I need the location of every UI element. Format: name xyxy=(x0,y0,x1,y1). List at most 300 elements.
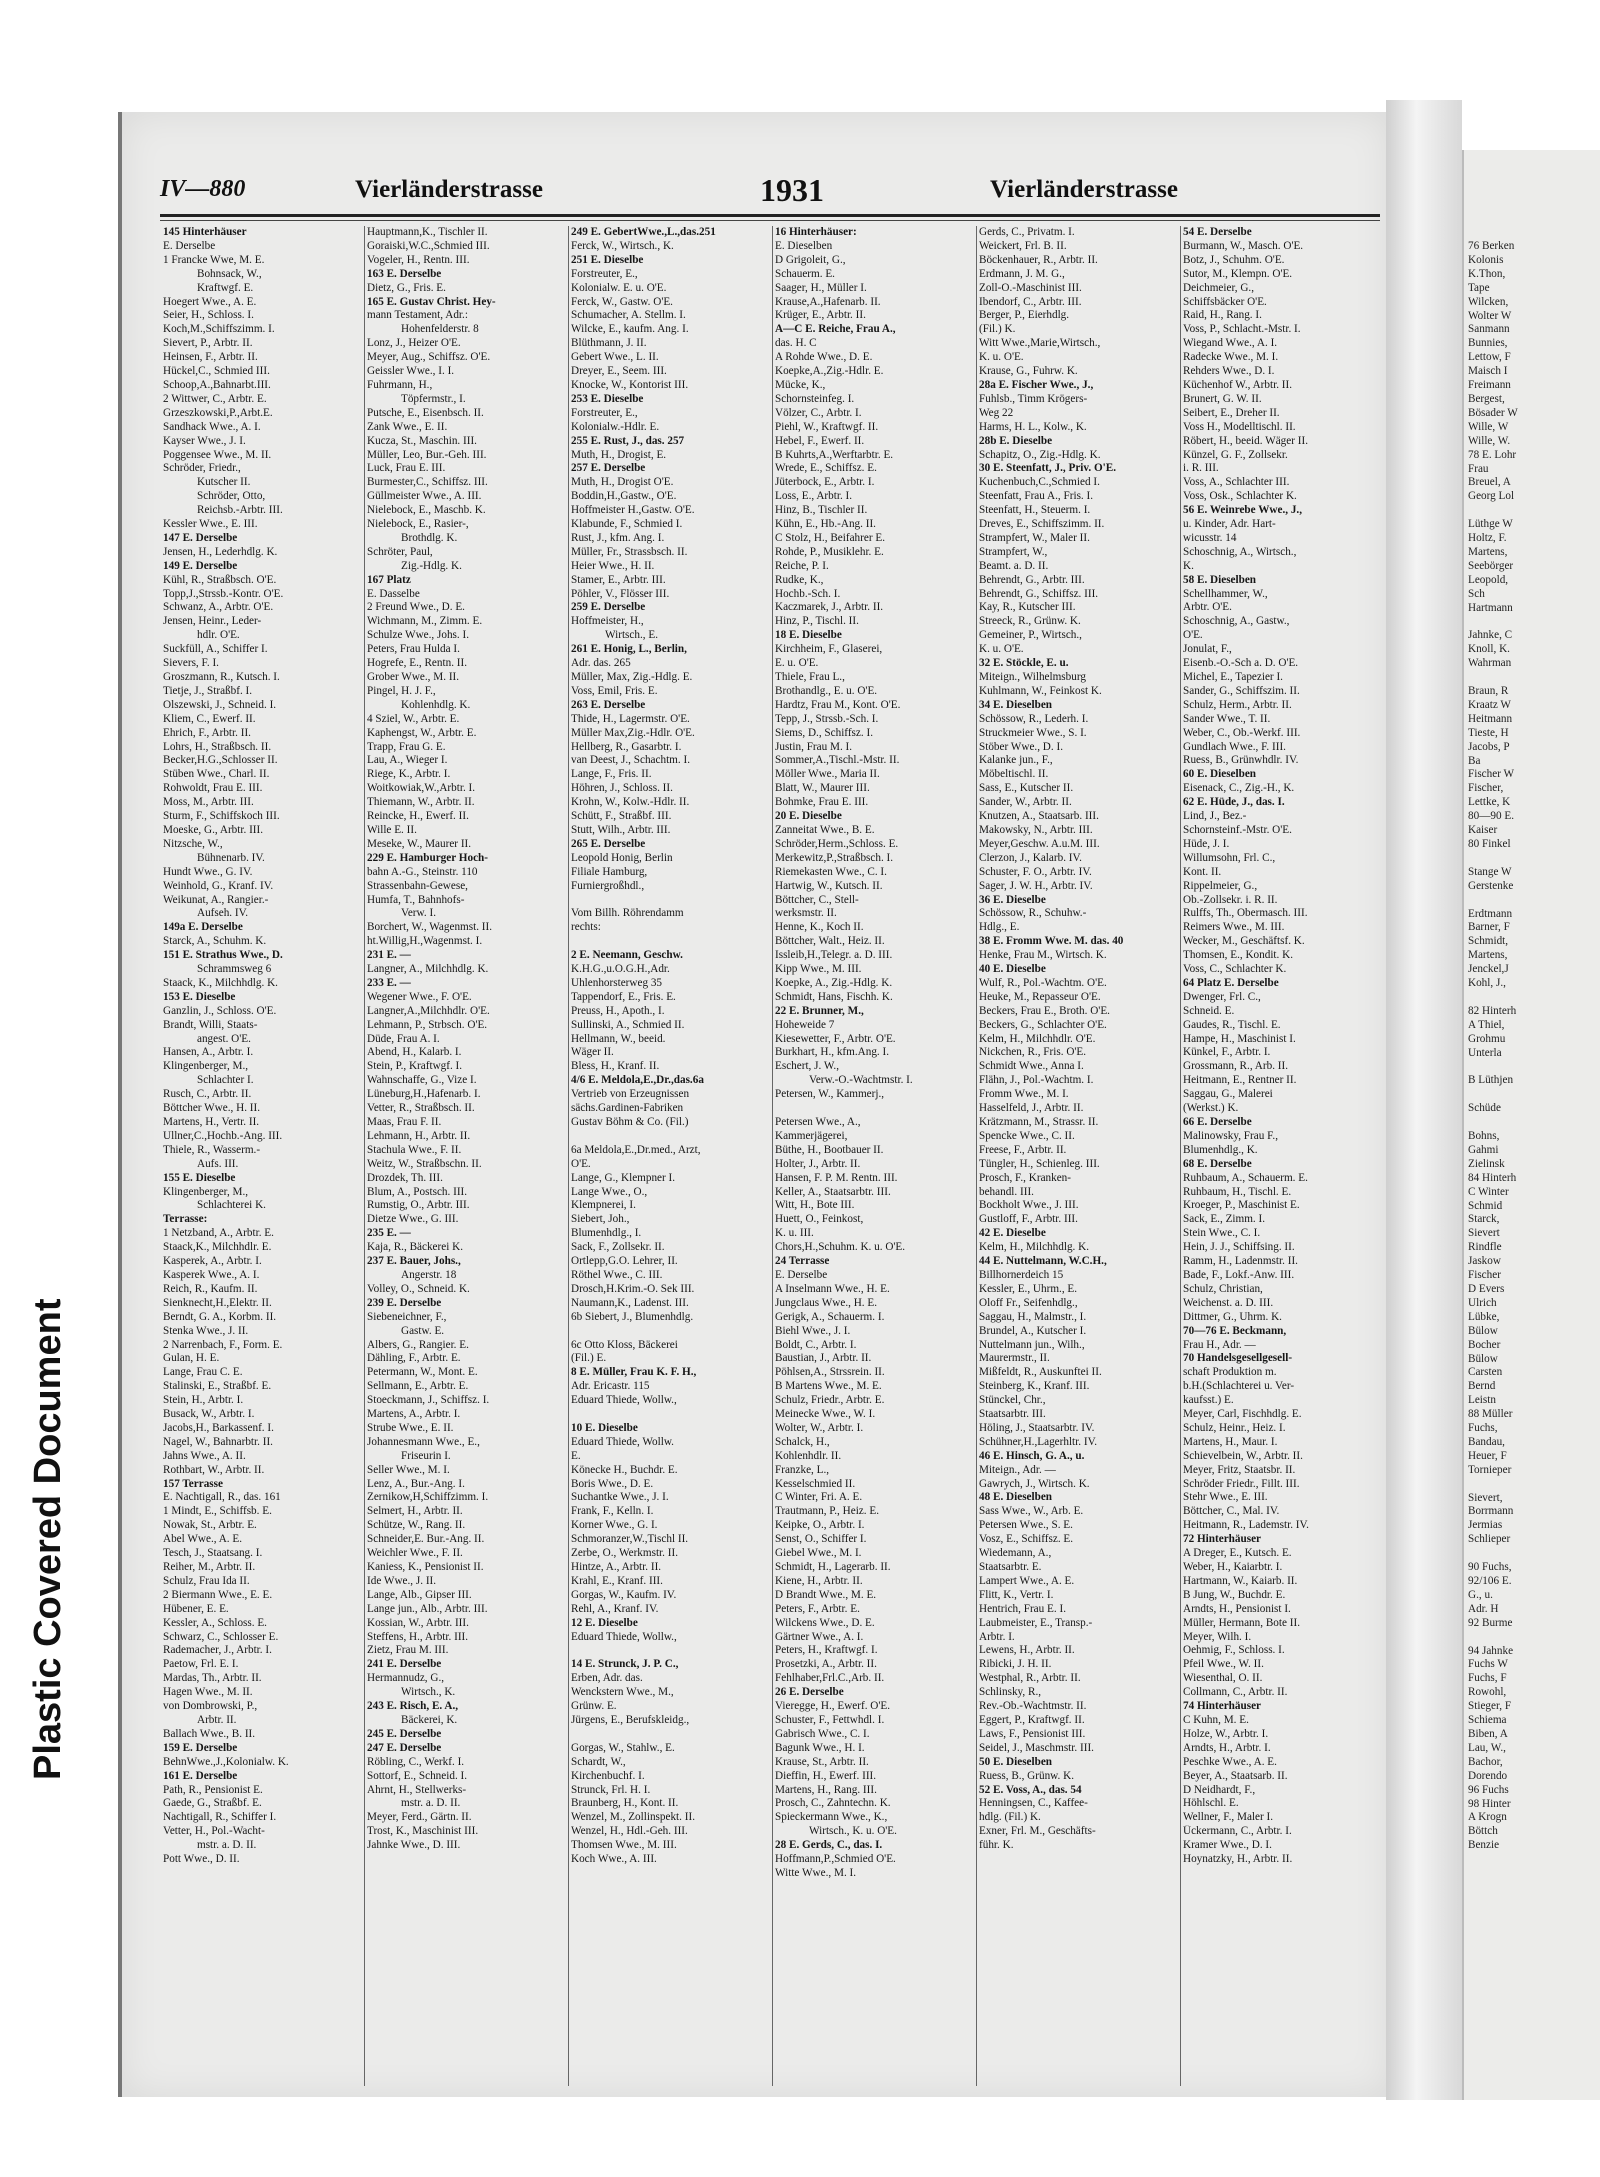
directory-entry: Uhlenhorsterweg 35 xyxy=(571,976,663,989)
directory-entry: Hellberg, R., Gasarbtr. I. xyxy=(571,740,682,753)
adjacent-entry: Lettow, F xyxy=(1468,351,1511,364)
directory-entry: i. R. III. xyxy=(1183,462,1219,475)
directory-entry: A Inselmann Wwe., H. E. xyxy=(775,1282,890,1295)
directory-entry: 40 E. Dieselbe xyxy=(979,963,1046,976)
directory-entry: Beckers, G., Schlachter O'E. xyxy=(979,1018,1107,1031)
directory-entry: Kirchenbuchf. I. xyxy=(571,1769,645,1782)
directory-entry: Staatsarbtr. E. xyxy=(979,1561,1042,1573)
directory-entry: Gawrych, J., Wirtsch. K. xyxy=(979,1477,1090,1490)
directory-entry: Meyer, Wilh. I. xyxy=(1183,1630,1252,1643)
directory-entry: Luck, Frau E. III. xyxy=(367,462,446,475)
directory-entry: Steinberg, K., Kranf. III. xyxy=(979,1380,1090,1393)
directory-entry: angest. O'E. xyxy=(197,1032,251,1045)
directory-entry: Schoschnig, A., Gastw., xyxy=(1183,615,1290,628)
adjacent-page-column xyxy=(1468,240,1600,1853)
directory-entry: 26 E. Derselbe xyxy=(775,1686,844,1699)
directory-entry: Hübener, E. E. xyxy=(163,1602,229,1615)
directory-entry: Abend, H., Kalarb. I. xyxy=(367,1046,462,1059)
column-divider xyxy=(364,226,365,2086)
column-divider xyxy=(772,226,773,2086)
adjacent-entry: Zielinsk xyxy=(1468,1157,1505,1170)
directory-entry: Höhlschl. E. xyxy=(1183,1797,1239,1810)
directory-entry: von Dombrowski, P., xyxy=(163,1700,258,1713)
directory-entry: Radecke Wwe., M. I. xyxy=(1183,351,1279,364)
adjacent-entry: Tieste, H xyxy=(1468,726,1509,739)
directory-entry: Wirtsch., K. xyxy=(401,1686,456,1699)
directory-entry: Schlachterei K. xyxy=(197,1199,266,1212)
directory-entry: Reich, R., Kaufm. II. xyxy=(163,1282,258,1295)
directory-entry: Borchert, W., Wagenmst. II. xyxy=(367,921,493,934)
directory-entry: 10 E. Dieselbe xyxy=(571,1421,638,1434)
adjacent-entry xyxy=(1468,615,1600,629)
directory-entry: Schellhammer, W., xyxy=(1183,587,1268,600)
directory-entry: Kipp Wwe., M. III. xyxy=(775,963,862,976)
directory-entry: Pott Wwe., D. II. xyxy=(163,1853,240,1866)
directory-entry: Jonulat, F., xyxy=(1183,643,1232,656)
adjacent-entry: Borrmann xyxy=(1468,1505,1514,1518)
directory-entry: 34 E. Dieselben xyxy=(979,698,1053,711)
directory-entry: Deichmeier, G., xyxy=(1183,281,1254,294)
directory-entry: Martens, A., Arbtr. I. xyxy=(367,1408,461,1421)
directory-entry: Hogrefe, E., Rentn. II. xyxy=(367,657,468,670)
directory-entry: Loss, E., Arbtr. I. xyxy=(775,490,853,503)
directory-entry: Prosch, C., Zahntechn. K. xyxy=(775,1797,891,1810)
directory-entry: Frank, F., Kelln. I. xyxy=(571,1505,654,1518)
adjacent-entry: Frau xyxy=(1468,462,1489,475)
adjacent-entry: Breuel, A xyxy=(1468,476,1511,489)
adjacent-entry: Lettke, K xyxy=(1468,796,1511,809)
directory-entry: 72 Hinterhäuser xyxy=(1183,1533,1261,1546)
directory-entry: 247 E. Derselbe xyxy=(367,1741,442,1754)
directory-entry: Wilckens Wwe., D. E. xyxy=(775,1616,875,1629)
directory-entry: Riege, K., Arbtr. I. xyxy=(367,768,451,781)
directory-entry: Sullinski, A., Schmied II. xyxy=(571,1018,685,1031)
directory-entry: Hinz, B., Tischler II. xyxy=(775,504,868,517)
directory-entry: 44 E. Nuttelmann, W.C.H., xyxy=(979,1255,1107,1268)
directory-entry: Kossian, W., Arbtr. III. xyxy=(367,1616,469,1629)
directory-entry: Laws, F., Pensionist III. xyxy=(979,1727,1086,1740)
header-rule xyxy=(160,214,1380,217)
directory-entry: Muth, H., Drogist O'E. xyxy=(571,476,674,489)
directory-entry: 259 E. Derselbe xyxy=(571,601,646,614)
directory-entry: 145 Hinterhäuser xyxy=(163,226,247,238)
adjacent-entry: Kraatz W xyxy=(1468,698,1511,711)
directory-entry: 36 E. Dieselbe xyxy=(979,893,1046,906)
directory-entry: Töpfermstr., I. xyxy=(401,392,466,405)
directory-entry: Albers, G., Rangier. E. xyxy=(367,1338,469,1351)
directory-entry: Gärtner Wwe., A. I. xyxy=(775,1630,864,1643)
adjacent-entry xyxy=(1468,1631,1600,1645)
directory-entry: 48 E. Dieselben xyxy=(979,1491,1053,1504)
directory-entry: Hardtz, Frau M., Kont. O'E. xyxy=(775,698,901,711)
directory-entry: E. xyxy=(571,1449,581,1462)
adjacent-entry: Biben, A xyxy=(1468,1727,1508,1740)
directory-entry: Nielebock, E., Rasier-, xyxy=(367,518,469,531)
directory-entry: 64 Platz E. Derselbe xyxy=(1183,976,1279,989)
directory-entry: sächs.Gardinen-Fabriken xyxy=(571,1102,684,1115)
directory-entry: Arbtr. II. xyxy=(197,1713,237,1726)
adjacent-entry: Bandau, xyxy=(1468,1435,1505,1448)
directory-entry: 52 E. Voss, A., das. 54 xyxy=(979,1783,1082,1796)
directory-entry: Düde, Frau A. I. xyxy=(367,1032,440,1045)
directory-entry: 18 E. Dieselbe xyxy=(775,629,842,642)
directory-entry: Voss H., Modelltischl. II. xyxy=(1183,420,1296,433)
directory-entry: Spencke Wwe., C. II. xyxy=(979,1129,1075,1142)
directory-entry xyxy=(571,894,769,908)
directory-entry: Behrendt, G., Arbtr. III. xyxy=(979,573,1085,586)
directory-entry: Eggert, P., Kraftwgf. II. xyxy=(979,1713,1085,1726)
directory-entry: Strampfert, W., xyxy=(979,545,1048,558)
directory-entry: Topp,J.,Strssb.-Kontr. O'E. xyxy=(163,587,284,600)
adjacent-entry: Schiema xyxy=(1468,1714,1507,1727)
directory-entry: Naumann,K., Ladenst. III. xyxy=(571,1296,689,1309)
directory-entry: 161 E. Derselbe xyxy=(163,1769,238,1782)
adjacent-entry: 92 Burme xyxy=(1468,1616,1513,1629)
directory-entry xyxy=(571,1130,769,1144)
directory-entry: Mücke, K., xyxy=(775,378,826,391)
directory-entry: Hampe, H., Maschinist I. xyxy=(1183,1032,1296,1045)
directory-entry: Müller, Max, Zig.-Hdlg. E. xyxy=(571,671,693,683)
directory-entry: 6b Siebert, J., Blumenhdlg. xyxy=(571,1310,694,1323)
directory-entry: Ribicki, J. H. II. xyxy=(979,1658,1052,1671)
directory-entry: Braunberg, H., Kont. II. xyxy=(571,1797,679,1810)
directory-entry: Gaudes, R., Tischl. E. xyxy=(1183,1018,1281,1031)
directory-entry: Putsche, E., Eisenbsch. II. xyxy=(367,406,484,419)
directory-entry: 2 Biermann Wwe., E. E. xyxy=(163,1588,273,1601)
directory-entry: C Kuhn, M. E. xyxy=(1183,1713,1249,1726)
directory-entry: Schröder, Otto, xyxy=(197,490,266,503)
directory-entry: Kühn, E., Hb.-Ang. II. xyxy=(775,518,876,531)
directory-entry: Sienknecht,H.,Elektr. II. xyxy=(163,1296,272,1309)
directory-entry: K.H.G.,u.O.G.H.,Adr. xyxy=(571,963,670,976)
directory-entry: Thomsen, E., Kondit. K. xyxy=(1183,949,1294,962)
adjacent-entry: G., u. xyxy=(1468,1588,1493,1601)
directory-entry: kaufsst.) E. xyxy=(1183,1394,1234,1407)
directory-entry: Rumstig, O., Arbtr. III. xyxy=(367,1199,470,1212)
directory-entry: 2 Narrenbach, F., Form. E. xyxy=(163,1338,283,1351)
directory-entry: Schmidt Wwe., Anna I. xyxy=(979,1060,1084,1073)
directory-entry: Tesch, J., Staatsang. I. xyxy=(163,1547,263,1560)
directory-entry: Schwarz, C., Schlosser E. xyxy=(163,1630,279,1643)
directory-entry: 32 E. Stöckle, E. u. xyxy=(979,657,1069,670)
directory-entry: Kaniess, K., Pensionist II. xyxy=(367,1561,484,1573)
adjacent-entry: Kaiser xyxy=(1468,824,1498,837)
directory-entry: Krause, St., Arbtr. II. xyxy=(775,1755,869,1768)
directory-entry: Gerds, C., Privatm. I. xyxy=(979,226,1075,238)
directory-entry: Nielebock, E., Maschb. K. xyxy=(367,504,486,517)
directory-entry: Gustloff, F., Arbtr. III. xyxy=(979,1213,1078,1226)
directory-entry: Issleib,H.,Telegr. a. D. III. xyxy=(775,949,893,962)
directory-entry: Kuhlmann, W., Feinkost K. xyxy=(979,684,1102,697)
directory-entry: Seier, H., Schloss. I. xyxy=(163,309,254,322)
directory-entry: Wegener Wwe., F. O'E. xyxy=(367,990,472,1003)
directory-entry: Merkewitz,P.,Straßbsch. I. xyxy=(775,851,894,864)
adjacent-entry: Wilcken, xyxy=(1468,295,1509,308)
directory-entry: Keipke, O., Arbtr. I. xyxy=(775,1519,865,1532)
directory-entry: Hinz, P., Tischl. II. xyxy=(775,615,859,628)
directory-entry: Tepp, J., Strssb.-Sch. I. xyxy=(775,712,879,725)
directory-entry: Stachula Wwe., F. II. xyxy=(367,1143,462,1156)
directory-entry: Hoffmeister H.,Gastw. O'E. xyxy=(571,504,695,517)
adjacent-entry: Heuer, F xyxy=(1468,1449,1507,1462)
directory-entry: Siebeneichner, F., xyxy=(367,1310,447,1323)
directory-entry: Knocke, W., Kontorist III. xyxy=(571,378,689,391)
directory-entry: Arbtr. O'E. xyxy=(1183,601,1232,614)
directory-entry: Struckmeier Wwe., S. I. xyxy=(979,726,1087,739)
adjacent-entry: Unterla xyxy=(1468,1046,1502,1059)
directory-entry: Bäckerei, K. xyxy=(401,1713,458,1726)
directory-entry: Nagel, W., Bahnarbtr. II. xyxy=(163,1435,273,1448)
directory-entry xyxy=(571,935,769,949)
directory-entry: Brothdlg. K. xyxy=(401,531,458,544)
directory-entry: Reichsb.-Arbtr. III. xyxy=(197,504,283,517)
adjacent-entry: Georg Lol xyxy=(1468,490,1515,503)
directory-entry: Klempnerei, I. xyxy=(571,1199,636,1212)
directory-entry: Justin, Frau M. I. xyxy=(775,740,853,753)
directory-entry: Rulffs, Th., Obermasch. III. xyxy=(1183,907,1308,920)
directory-entry: 28a E. Fischer Wwe., J., xyxy=(979,378,1094,391)
directory-entry: Siebert, Joh., xyxy=(571,1213,630,1226)
directory-entry: Sack, F., Zollsekr. II. xyxy=(571,1241,665,1254)
directory-entry: Staack, K., Milchhdlg. K. xyxy=(163,976,278,989)
directory-entry: 243 E. Risch, E. A., xyxy=(367,1700,459,1713)
adjacent-entry: 76 Berken xyxy=(1468,240,1515,252)
adjacent-entry: 82 Hinterh xyxy=(1468,1004,1517,1017)
directory-entry: Leopold Honig, Berlin xyxy=(571,851,673,864)
directory-entry: Steenfatt, Frau A., Fris. I. xyxy=(979,490,1094,503)
directory-entry: 12 E. Dieselbe xyxy=(571,1616,638,1629)
directory-entry: Wichmann, M., Zimm. E. xyxy=(367,615,483,628)
adjacent-entry: Knoll, K. xyxy=(1468,643,1510,656)
directory-entry: Thide, H., Lagermstr. O'E. xyxy=(571,712,690,725)
adjacent-entry: 90 Fuchs, xyxy=(1468,1561,1512,1574)
adjacent-entry: Martens, xyxy=(1468,949,1508,962)
directory-entry: Aufseh. IV. xyxy=(197,907,249,920)
directory-entry: Voss, A., Schlachter III. xyxy=(1183,476,1290,489)
directory-entry: Fehlhaber,Frl.C.,Arb. II. xyxy=(775,1672,885,1685)
directory-entry: Voss, P., Schlacht.-Mstr. I. xyxy=(1183,323,1301,336)
directory-entry: Gulan, H. E. xyxy=(163,1352,220,1365)
directory-entry: Schütt, F., Straßbf. III. xyxy=(571,810,672,823)
directory-entry: mann Testament, Adr.: xyxy=(367,309,468,322)
directory-entry: Koch,M.,Schiffszimm. I. xyxy=(163,323,275,336)
directory-entry: Blumenhdlg., K. xyxy=(1183,1143,1258,1156)
directory-entry: Baustian, J., Arbtr. II. xyxy=(775,1352,872,1365)
directory-entry: Schumacher, A. Stellm. I. xyxy=(571,309,686,322)
directory-entry: Kasperek Wwe., A. I. xyxy=(163,1268,260,1281)
directory-entry: Prosetzki, A., Arbtr. II. xyxy=(775,1658,877,1671)
directory-entry: Suckfüll, A., Schiffer I. xyxy=(163,643,268,656)
directory-entry: E. Nachtigall, R., das. 161 xyxy=(163,1491,281,1504)
directory-entry: 165 E. Gustav Christ. Hey- xyxy=(367,295,496,308)
directory-entry: Ortlepp,G.O. Lehrer, II. xyxy=(571,1255,678,1268)
directory-entry: Dwenger, Frl. C., xyxy=(1183,990,1261,1003)
directory-entry: Dähling, F., Arbtr. E. xyxy=(367,1352,461,1365)
adjacent-entry: Seebörger xyxy=(1468,559,1514,572)
directory-entry: Arndts, H., Pensionist I. xyxy=(1183,1602,1291,1615)
adjacent-entry: Wolter W xyxy=(1468,309,1512,322)
adjacent-page xyxy=(1462,150,1600,2100)
directory-entry: Heitmann, E., Rentner II. xyxy=(1183,1074,1297,1087)
directory-entry: Schütze, W., Rang. II. xyxy=(367,1519,466,1532)
directory-entry: Miteign., Wilhelmsburg xyxy=(979,671,1086,683)
directory-entry: Schiffsbäcker O'E. xyxy=(1183,295,1267,308)
adjacent-entry: 78 E. Lohr xyxy=(1468,448,1517,461)
directory-entry: 245 E. Derselbe xyxy=(367,1727,442,1740)
directory-entry: Adr. Ericastr. 115 xyxy=(571,1380,650,1393)
directory-entry: Kay, R., Kutscher III. xyxy=(979,601,1076,614)
adjacent-entry: Braun, R xyxy=(1468,685,1509,697)
column-divider xyxy=(1180,226,1181,2086)
directory-entry: Ruhbaum, A., Schauerm. E. xyxy=(1183,1171,1308,1184)
directory-entry: Hoheweide 7 xyxy=(775,1018,835,1031)
directory-entry: Schröter, Paul, xyxy=(367,545,433,558)
directory-entry: Langner,A.,Milchhdlr. O'E. xyxy=(367,1004,490,1017)
directory-entry: 50 E. Dieselben xyxy=(979,1755,1053,1768)
directory-entry: Wellner, F., Maler I. xyxy=(1183,1811,1274,1824)
directory-entry: Schulze Wwe., Johs. I. xyxy=(367,629,470,642)
directory-entry: 157 Terrasse xyxy=(163,1477,223,1490)
directory-entry: Kliem, C., Ewerf. II. xyxy=(163,712,256,725)
directory-entry: Rademacher, J., Arbtr. I. xyxy=(163,1644,272,1657)
directory-entry: Humfa, T., Bahnhofs- xyxy=(367,893,465,906)
directory-entry: 149 E. Derselbe xyxy=(163,559,238,572)
adjacent-entry: 80 Finkel xyxy=(1468,837,1511,850)
directory-entry: Schulz, Frau Ida II. xyxy=(163,1574,250,1587)
directory-entry: Voss, Emil, Fris. E. xyxy=(571,684,658,697)
directory-entry: mstr. a. D. II. xyxy=(401,1797,461,1810)
directory-entry: Kuchenbuch,C.,Schmied I. xyxy=(979,476,1100,489)
directory-entry: das. H. C xyxy=(775,337,817,350)
directory-entry: Burmann, W., Masch. O'E. xyxy=(1183,239,1304,252)
adjacent-entry: 88 Müller xyxy=(1468,1408,1513,1421)
directory-entry: Stein, H., Arbtr. I. xyxy=(163,1394,244,1407)
directory-entry: Wulf, R., Pol.-Wachtm. O'E. xyxy=(979,976,1107,989)
directory-entry: Pöhler, V., Flösser III. xyxy=(571,587,670,600)
directory-entry: Stüben Wwe., Charl. II. xyxy=(163,768,270,781)
directory-entry: Wiegand Wwe., A. I. xyxy=(1183,337,1278,350)
directory-entry: Schornsteinf.-Mstr. O'E. xyxy=(1183,823,1292,836)
directory-entry: 42 E. Dieselbe xyxy=(979,1227,1046,1240)
directory-entry: Hartmann, W., Kaiarb. II. xyxy=(1183,1574,1298,1587)
directory-entry: Hdlg., E. xyxy=(979,921,1020,934)
directory-entry: Sellmann, E., Arbtr. E. xyxy=(367,1380,469,1393)
directory-entry: Gemeiner, P., Wirtsch., xyxy=(979,629,1082,642)
directory-entry: Paetow, Frl. E. I. xyxy=(163,1658,239,1671)
directory-entry: Schröder, Friedr., xyxy=(163,462,241,475)
directory-entry: Ibendorf, C., Arbtr. III. xyxy=(979,295,1082,308)
directory-entry: Gastw. E. xyxy=(401,1324,445,1337)
directory-entry: Poggensee Wwe., M. II. xyxy=(163,448,272,461)
directory-entry: Lampert Wwe., A. E. xyxy=(979,1574,1075,1587)
adjacent-entry: Sievert xyxy=(1468,1227,1500,1240)
directory-entry: Verw.-O.-Wachtmstr. I. xyxy=(809,1074,913,1087)
directory-entry: Reimers Wwe., M. III. xyxy=(1183,921,1285,934)
directory-entry: Olszewski, J., Schneid. I. xyxy=(163,698,277,711)
directory-entry: Böttcher, Walt., Heiz. II. xyxy=(775,935,885,948)
directory-entry: 24 Terrasse xyxy=(775,1255,830,1268)
page-header xyxy=(160,168,1380,216)
adjacent-entry: Fischer W xyxy=(1468,768,1515,781)
directory-entry: Strunck, Frl. H. I. xyxy=(571,1783,651,1796)
directory-entry: Ückermann, C., Arbtr. I. xyxy=(1183,1825,1292,1838)
directory-entry: Eschert, J. W., xyxy=(775,1060,840,1073)
directory-entry: Lange Wwe., O., xyxy=(571,1185,648,1198)
directory-entry: Rudke, K., xyxy=(775,573,824,586)
directory-entry: Zank Wwe., E. II. xyxy=(367,420,448,433)
directory-entry: Sander, W., Arbtr. II. xyxy=(979,796,1072,809)
directory-entry: Höhren, J., Schloss. II. xyxy=(571,782,673,795)
directory-entry: Stoeckmann, J., Schiffsz. I. xyxy=(367,1394,490,1407)
directory-entry: Lange, Frau C. E. xyxy=(163,1366,243,1379)
directory-entry: Filiale Hamburg, xyxy=(571,865,648,878)
directory-entry: Kutscher II. xyxy=(197,476,251,489)
directory-entry: Senst, O., Schiffer I. xyxy=(775,1533,867,1546)
directory-entry: C Winter, Fri. A. E. xyxy=(775,1491,863,1504)
directory-entry: Wrede, E., Schiffsz. E. xyxy=(775,462,877,475)
directory-entry: Frau H., Adr. — xyxy=(1183,1338,1256,1351)
directory-entry: 74 Hinterhäuser xyxy=(1183,1700,1261,1713)
directory-entry: A Dreger, E., Kutsch. E. xyxy=(1183,1547,1292,1560)
adjacent-entry: Wahrman xyxy=(1468,657,1512,670)
directory-entry: Hückel,C., Schmied III. xyxy=(163,365,270,378)
directory-entry: Meyer, Fritz, Staatsbr. II. xyxy=(1183,1463,1296,1476)
directory-entry: Angerstr. 18 xyxy=(401,1268,457,1281)
directory-entry: Dreyer, E., Seem. III. xyxy=(571,365,667,378)
directory-entry: Kramer Wwe., D. I. xyxy=(1183,1839,1272,1852)
directory-entry: Röthel Wwe., C. III. xyxy=(571,1268,663,1281)
directory-entry: Fuhrmann, H., xyxy=(367,378,433,391)
directory-entry: D Grigoleit, G., xyxy=(775,253,846,266)
directory-entry: Exner, Frl. M., Geschäfts- xyxy=(979,1825,1096,1838)
directory-entry: 30 E. Steenfatt, J., Priv. O'E. xyxy=(979,462,1117,475)
directory-entry: D Neidhardt, F., xyxy=(1183,1783,1256,1796)
directory-entry: 66 E. Derselbe xyxy=(1183,1116,1252,1128)
adjacent-entry: Wille, W xyxy=(1468,420,1509,433)
directory-entry: Streeck, R., Grünw. K. xyxy=(979,615,1081,628)
directory-entry: behandl. III. xyxy=(979,1185,1034,1198)
adjacent-entry xyxy=(1468,504,1600,518)
directory-entry: Peters, F., Arbtr. E. xyxy=(775,1602,860,1615)
directory-entry: mstr. a. D. II. xyxy=(197,1839,257,1852)
directory-entry: 20 E. Dieselbe xyxy=(775,810,842,823)
directory-entry: Tappendorf, E., Fris. E. xyxy=(571,990,676,1003)
directory-entry: Rusch, C., Arbtr. II. xyxy=(163,1088,252,1101)
directory-entry: Schoop,A.,Bahnarbt.III. xyxy=(163,378,271,391)
directory-column-1 xyxy=(163,226,361,2086)
directory-entry: O'E. xyxy=(571,1157,591,1170)
sidebar-label: Plastic Covered Document xyxy=(26,1298,69,1780)
adjacent-entry xyxy=(1468,991,1600,1005)
directory-entry: Siems, D., Schiffsz. I. xyxy=(775,726,873,739)
adjacent-entry xyxy=(1468,1547,1600,1561)
directory-entry: Kaja, R., Bäckerei K. xyxy=(367,1241,463,1254)
directory-entry: Jacobs,H., Barkassenf. I. xyxy=(163,1421,274,1434)
adjacent-entry: Rindfle xyxy=(1468,1241,1502,1254)
adjacent-entry xyxy=(1468,1088,1600,1102)
directory-entry: Preuss, H., Apoth., I. xyxy=(571,1004,665,1017)
directory-entry: 2 Wittwer, C., Arbtr. E. xyxy=(163,392,267,405)
street-title-left: Vierländerstrasse xyxy=(355,176,543,203)
directory-entry: Holze, W., Arbtr. I. xyxy=(1183,1727,1269,1740)
directory-entry: Prosch, F., Kranken- xyxy=(979,1171,1072,1184)
directory-entry: 163 E. Derselbe xyxy=(367,267,442,280)
directory-entry: Kelm, H., Milchhdlg. K. xyxy=(979,1241,1090,1254)
directory-entry: Lange, F., Fris. II. xyxy=(571,768,652,781)
directory-column-4 xyxy=(775,226,973,2086)
directory-entry: Path, R., Pensionist E. xyxy=(163,1783,263,1796)
directory-entry: 58 E. Dieselben xyxy=(1183,573,1257,586)
